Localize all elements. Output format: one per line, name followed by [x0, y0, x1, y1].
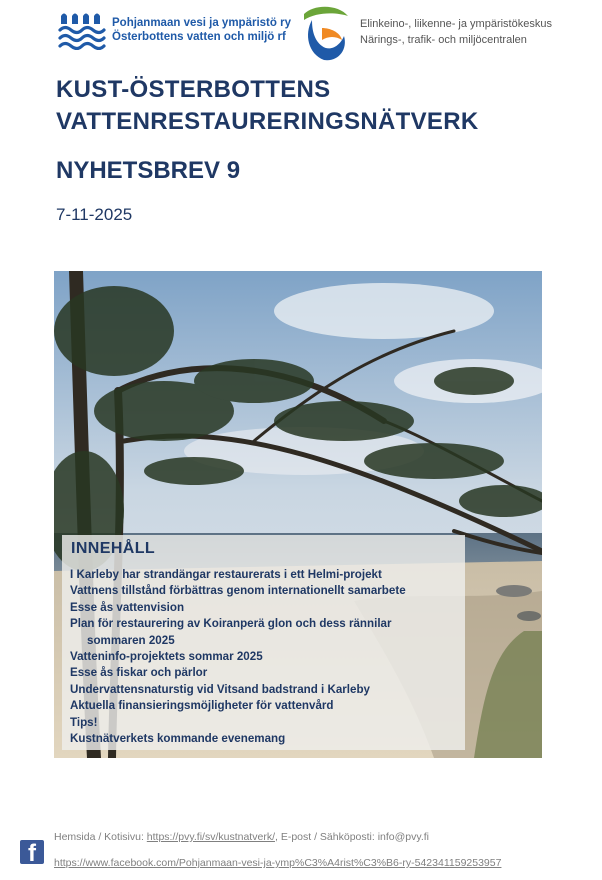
newsletter-title: [56, 74, 478, 138]
facebook-line: [54, 857, 501, 869]
ely-centre-logo: [300, 6, 570, 62]
pvy-logo: [58, 10, 298, 50]
homepage-link[interactable]: https://pvy.fi/sv/kustnatverk/: [146, 831, 275, 843]
water-waves-icon: [58, 10, 106, 50]
table-of-contents: [62, 535, 465, 750]
toc-heading: INNEHÅLL: [71, 540, 156, 557]
toc-item[interactable]: Aktuella finansieringsmöjligheter för vattenvård: [70, 699, 334, 713]
facebook-icon[interactable]: f: [20, 840, 44, 864]
toc-item[interactable]: Vattnens tillstånd förbättras genom internationellt samarbete: [70, 584, 406, 598]
facebook-link[interactable]: https://www.facebook.com/Pohjanmaan-vesi-ja-ymp%C3%A4rist%C3%B6-ry-542341159253957: [54, 857, 502, 869]
toc-item[interactable]: Undervattensnaturstig vid Vitsand badstrand i Karleby: [70, 682, 371, 696]
contact-line: [54, 831, 429, 843]
newsletter-issue: NYHETSBREV 9: [56, 157, 241, 184]
homepage-label: Hemsida / Kotisivu:: [54, 831, 147, 843]
pvy-name-swedish: Österbottens vatten och miljö rf: [112, 31, 286, 43]
toc-item[interactable]: Kustnätverkets kommande evenemang: [70, 732, 286, 746]
ely-name-finnish: Elinkeino-, liikenne- ja ympäristökeskus: [360, 18, 552, 30]
toc-item[interactable]: Tips!: [70, 715, 98, 729]
issue-date: 7-11-2025: [56, 205, 133, 224]
toc-item-continuation[interactable]: sommaren 2025: [87, 633, 175, 647]
email-info: , E-post / Sähköposti: info@pvy.fi: [274, 831, 430, 843]
title-line-2: VATTENRESTAURERINGSNÄTVERK: [56, 108, 479, 135]
toc-item[interactable]: Plan för restaurering av Koiranperä glon och dess rännilar: [70, 617, 392, 631]
title-line-1: KUST-ÖSTERBOTTENS: [56, 76, 331, 103]
toc-item[interactable]: Esse ås vattenvision: [70, 600, 185, 614]
ely-name-swedish: Närings-, trafik- och miljöcentralen: [360, 34, 527, 46]
pvy-name-finnish: Pohjanmaan vesi ja ympäristö ry: [112, 17, 291, 29]
toc-item[interactable]: Vatteninfo-projektets sommar 2025: [70, 650, 263, 664]
toc-item[interactable]: I Karleby har strandängar restaurerats i ett Helmi-projekt: [70, 568, 382, 581]
ely-centre-leaf-icon: [300, 6, 352, 62]
toc-item[interactable]: Esse ås fiskar och pärlor: [70, 666, 208, 680]
toc-list: [70, 567, 406, 747]
